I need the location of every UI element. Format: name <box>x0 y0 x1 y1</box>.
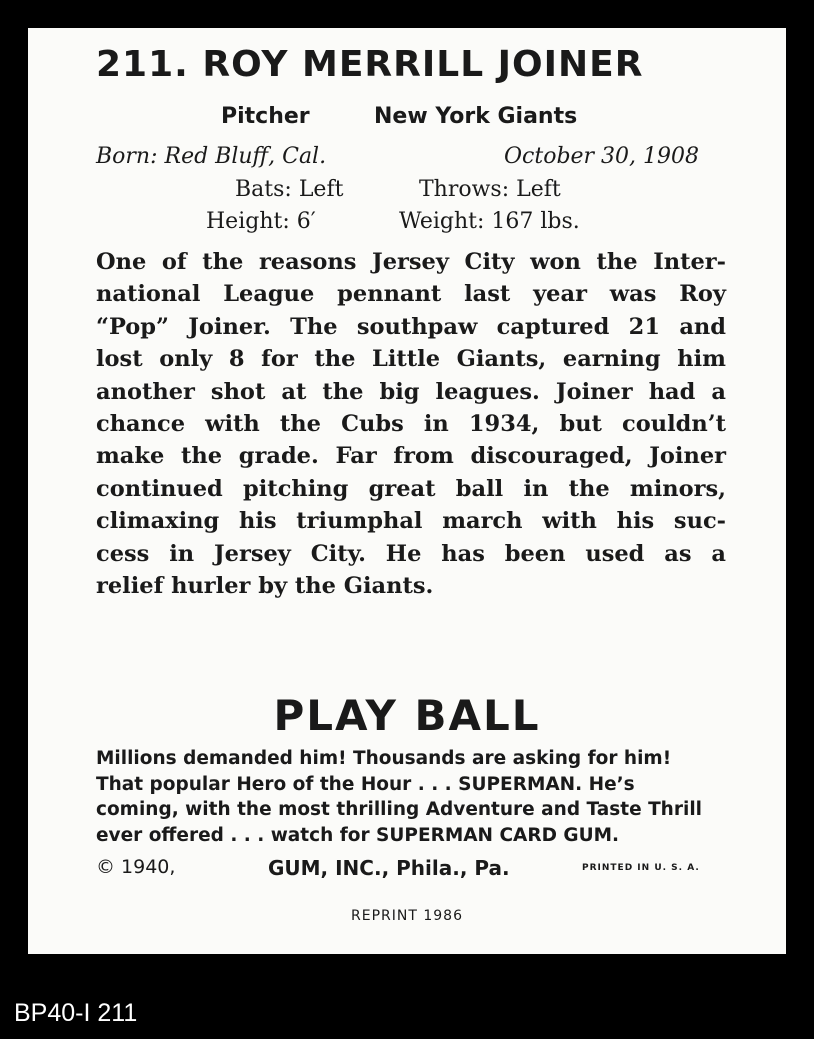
promo-line: ever offered . . . watch for SUPERMAN CARD GUM. <box>96 824 620 846</box>
bio-line: cess in Jersey City. He has been used as a <box>96 540 726 567</box>
bio-line: lost only 8 for the Little Giants, earning him <box>96 346 726 373</box>
player-throws: Throws: Left <box>419 177 561 202</box>
promo-line: That popular Hero of the Hour . . . SUPERMAN. He’s <box>96 773 635 795</box>
card-back <box>28 28 786 954</box>
player-position: Pitcher <box>221 104 310 129</box>
promo-line: Millions demanded him! Thousands are asking for him! <box>96 748 672 769</box>
bio-line: “Pop” Joiner. The southpaw captured 21 and <box>96 313 726 340</box>
bio-line: national League pennant last year was Roy <box>96 281 726 308</box>
bio-line: another shot at the big leagues. Joiner had a <box>96 378 726 405</box>
printed-in-usa: PRINTED IN U. S. A. <box>582 863 700 873</box>
player-height: Height: 6′ <box>206 209 316 234</box>
player-weight: Weight: 167 lbs. <box>399 209 580 234</box>
player-team: New York Giants <box>374 104 578 129</box>
bio-line: continued pitching great ball in the minors, <box>96 475 726 502</box>
bio-line: One of the reasons Jersey City won the Inter- <box>96 249 726 275</box>
publisher: GUM, INC., Phila., Pa. <box>268 856 510 880</box>
bio-line: make the grade. Far from discouraged, Joiner <box>96 443 726 470</box>
superman-promo <box>96 746 728 848</box>
copyright: © 1940, <box>96 856 176 878</box>
bio-line: relief hurler by the Giants. <box>96 573 434 600</box>
player-birthplace: Born: Red Bluff, Cal. <box>96 144 327 169</box>
player-birthdate: October 30, 1908 <box>504 144 700 169</box>
reprint-note: REPRINT 1986 <box>351 908 463 924</box>
player-bats: Bats: Left <box>235 177 344 202</box>
card-id-caption: BP40-I 211 <box>14 999 138 1027</box>
player-biography <box>96 246 726 602</box>
play-ball-heading: PLAY BALL <box>273 691 541 740</box>
bio-line: climaxing his triumphal march with his suc- <box>96 508 726 535</box>
bio-line: chance with the Cubs in 1934, but couldn’t <box>96 411 726 438</box>
promo-line: coming, with the most thrilling Adventure and Taste Thrill <box>96 799 703 821</box>
card-title: 211. ROY MERRILL JOINER <box>96 44 644 85</box>
